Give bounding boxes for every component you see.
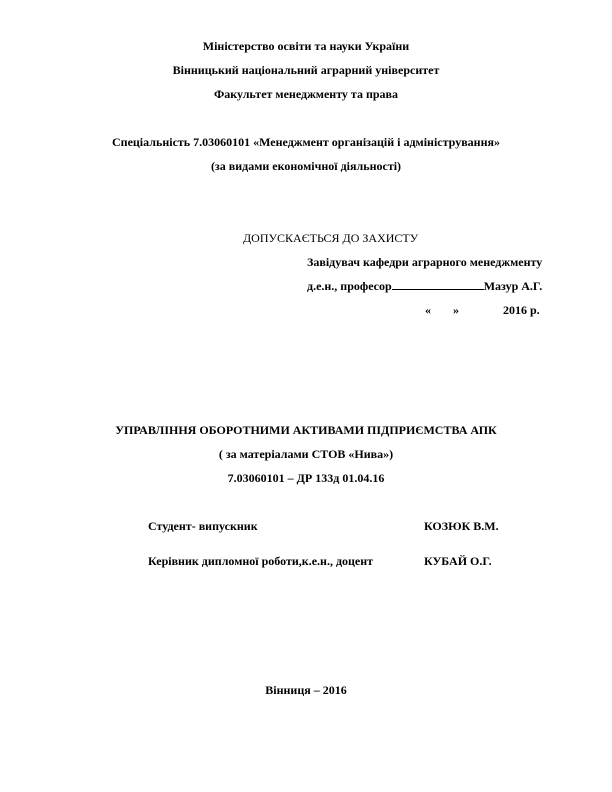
- head-name: Мазур А.Г.: [483, 279, 543, 293]
- date-quote-open: «: [425, 303, 431, 317]
- head-of-department: Завідувач кафедри аграрного менеджменту: [307, 255, 543, 269]
- student-name: КОЗЮК В.М.: [424, 519, 499, 533]
- degree-prefix: д.е.н., професор: [307, 279, 392, 293]
- date-year: 2016 р.: [503, 303, 540, 317]
- ministry-line: Міністерство освіти та науки України: [202, 39, 410, 53]
- head-signature-line: [307, 279, 542, 293]
- university-line: Вінницький національний аграрний університет: [172, 63, 440, 77]
- supervisor-name: КУБАЙ О.Г.: [424, 554, 492, 568]
- student-label: Студент- випускник: [148, 519, 258, 533]
- thesis-source: ( за матеріалами СТОВ «Нива»): [218, 447, 394, 461]
- specialty-subline: (за видами економічної діяльності): [210, 159, 402, 173]
- faculty-line: Факультет менеджменту та права: [213, 87, 399, 101]
- supervisor-label: Керівник дипломної роботи,к.е.н., доцент: [148, 554, 374, 568]
- date-quote-close: »: [453, 303, 459, 317]
- signature-blank: [392, 279, 484, 290]
- thesis-code: 7.03060101 – ДР 133д 01.04.16: [227, 471, 385, 485]
- admission-title: ДОПУСКАЄТЬСЯ ДО ЗАХИСТУ: [243, 231, 419, 245]
- thesis-title: УПРАВЛІННЯ ОБОРОТНИМИ АКТИВАМИ ПІДПРИЄМСТВА АПК: [115, 423, 497, 437]
- admission-date: [425, 303, 540, 317]
- specialty-line: Спеціальність 7.03060101 «Менеджмент організацій і адміністрування»: [111, 135, 500, 149]
- city-year: Вінниця – 2016: [265, 683, 347, 697]
